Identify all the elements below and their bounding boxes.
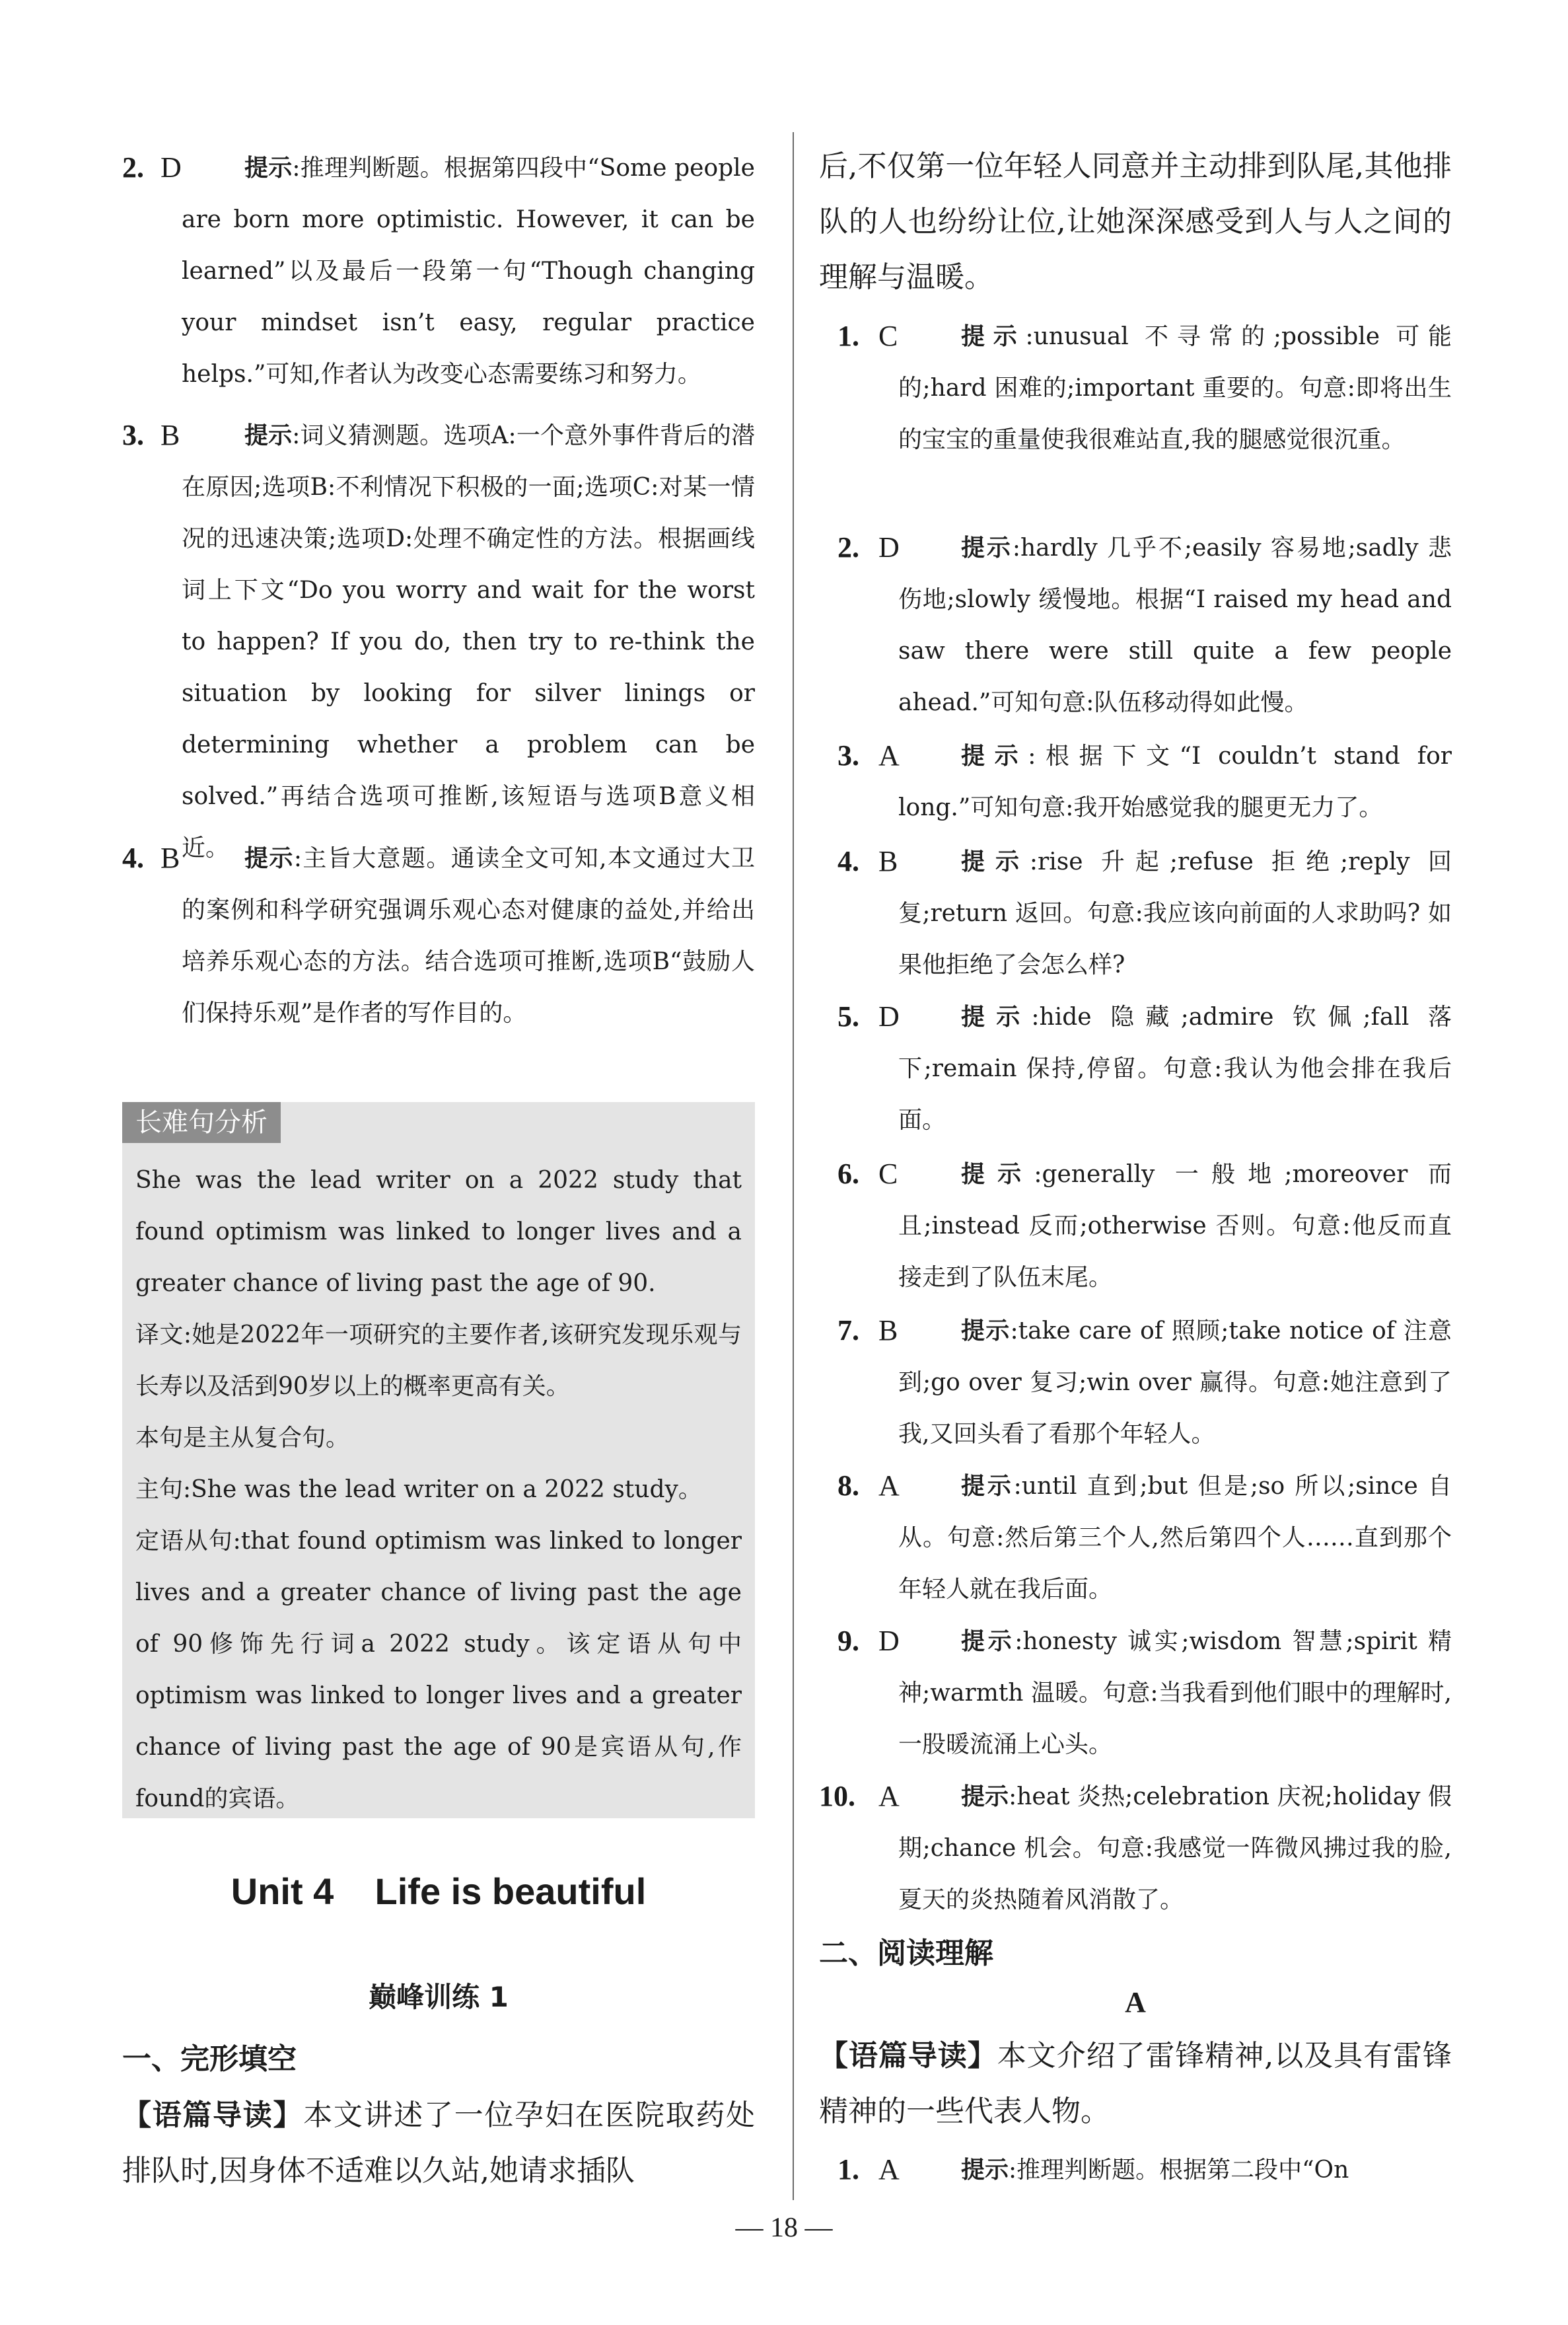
analysis-note: 本句是主从复合句。 bbox=[135, 1424, 350, 1452]
item-text: :until 直到;but 但是;so 所以;since 自从。句意:然后第三个人,然后第四个人……直到那个年轻人就在我后面。 bbox=[898, 1473, 1452, 1603]
hint-label: 提示 bbox=[961, 1003, 1032, 1031]
item-explanation bbox=[898, 836, 1452, 991]
exercise-subtitle: 巅峰训练 1 bbox=[369, 1981, 509, 2013]
item-number: 9. bbox=[837, 1625, 859, 1657]
item-number: 6. bbox=[837, 1158, 859, 1190]
guide-label: 【语篇导读】 bbox=[122, 2098, 304, 2132]
hint-label: 提示 bbox=[961, 848, 1030, 875]
item-answer: A bbox=[878, 739, 900, 772]
item-explanation bbox=[898, 1615, 1452, 1771]
item-number: 10. bbox=[819, 1780, 855, 1812]
item-number: 4. bbox=[837, 845, 859, 877]
answer-item-4 bbox=[122, 832, 755, 1039]
item-text: :根据下文“I couldn’t stand for long.”可知句意:我开始感觉我的腿更无力了。 bbox=[898, 743, 1452, 821]
answer-item-4 bbox=[819, 836, 1452, 991]
hint-label: 提示 bbox=[244, 422, 293, 449]
hint-label: 提示 bbox=[961, 2156, 1009, 2184]
item-explanation bbox=[182, 410, 755, 874]
hint-label: 提示 bbox=[961, 742, 1028, 770]
item-number: 1. bbox=[837, 320, 859, 352]
item-answer: C bbox=[878, 1158, 898, 1190]
item-text: :词义猜测题。选项A:一个意外事件背后的潜在原因;选项B:不利情况下积极的一面;选项C:对某一情况的迅速决策;选项D:处理不确定性的方法。根据画线词上下文“Do you worry and wait for the worst to happen? If you do, then try to re-think the situation by looking for silver linings or determining whether a problem can be solved.”再结合选项可推断,该短语与选项B意义相近。 bbox=[182, 422, 755, 862]
guide-text: 本文讲述了一位孕妇在医院取药处排队时,因身体不适难以久站,她请求插队 bbox=[122, 2098, 756, 2188]
item-text: :honesty 诚实;wisdom 智慧;spirit 精神;warmth 温暖。句意:当我看到他们眼中的理解时,一股暖流涌上心头。 bbox=[898, 1628, 1452, 1758]
item-answer: D bbox=[160, 151, 182, 184]
answer-item-3 bbox=[122, 410, 755, 874]
item-explanation bbox=[898, 2144, 1452, 2196]
hint-label: 提示 bbox=[244, 154, 293, 182]
hint-label: 提示 bbox=[961, 1160, 1034, 1188]
item-number: 3. bbox=[122, 419, 144, 451]
item-text: :推理判断题。根据第二段中“On bbox=[1009, 2157, 1349, 2184]
analysis-body bbox=[135, 1155, 742, 1825]
item-text: :rise 升起;refuse 拒绝;reply 回复;return 返回。句意:我应该向前面的人求助吗? 如果他拒绝了会怎么样? bbox=[898, 848, 1452, 978]
column-divider bbox=[793, 132, 794, 2200]
item-answer: A bbox=[878, 1780, 900, 1812]
item-text: :heat 炎热;celebration 庆祝;holiday 假期;chance 机会。句意:我感觉一阵微风拂过我的脸,夏天的炎热随着风消散了。 bbox=[898, 1783, 1452, 1913]
item-explanation bbox=[182, 832, 755, 1039]
item-explanation bbox=[898, 991, 1452, 1146]
passage-letter: A bbox=[1125, 1986, 1146, 2018]
item-number: 1. bbox=[837, 2153, 859, 2186]
hint-label: 提示 bbox=[244, 844, 294, 872]
reading-answer-item-1 bbox=[819, 2144, 1452, 2196]
section-cloze-title: 一、完形填空 bbox=[122, 2042, 297, 2076]
item-number: 3. bbox=[837, 739, 859, 772]
item-text: :hide 隐藏;admire 钦佩;fall 落下;remain 保持,停留。句意:我认为他会排在我后面。 bbox=[898, 1004, 1452, 1134]
item-explanation bbox=[898, 1771, 1452, 1926]
hint-label: 提示 bbox=[961, 534, 1013, 562]
analysis-translation: 译文:她是2022年一项研究的主要作者,该研究发现乐观与长寿以及活到90岁以上的概率更高有关。 bbox=[135, 1321, 742, 1400]
answer-item-2 bbox=[819, 522, 1452, 729]
item-explanation bbox=[898, 522, 1452, 729]
item-explanation bbox=[898, 311, 1452, 466]
analysis-sentence: She was the lead writer on a 2022 study that found optimism was linked to longer lives and a greater chance of living past the age of 90. bbox=[135, 1167, 742, 1297]
unit-title: Unit 4 Life is beautiful bbox=[231, 1870, 647, 1912]
answer-item-6 bbox=[819, 1148, 1452, 1304]
item-answer: A bbox=[878, 2153, 900, 2186]
hint-label: 提示 bbox=[961, 1783, 1009, 1810]
page-number: — 18 — bbox=[735, 2213, 833, 2243]
item-text: :推理判断题。根据第四段中“Some people are born more optimistic. However, it can be learned”以及最后一段第一句“Though changing your mindset isn’t easy, regular practice helps.”可知,作者认为改变心态需要练习和努力。 bbox=[182, 155, 755, 388]
item-number: 5. bbox=[837, 1000, 859, 1033]
item-text: :take care of 照顾;take notice of 注意到;go over 复习;win over 赢得。句意:她注意到了我,又回头看了看那个年轻人。 bbox=[898, 1317, 1452, 1448]
cloze-guide-continued: 后,不仅第一位年轻人同意并主动排到队尾,其他排队的人也纷纷让位,让她深深感受到人与人之间的理解与温暖。 bbox=[819, 149, 1452, 294]
item-answer: D bbox=[878, 531, 900, 564]
item-explanation bbox=[898, 730, 1452, 834]
cloze-guide bbox=[122, 2088, 755, 2199]
item-answer: B bbox=[878, 1314, 898, 1347]
item-answer: C bbox=[878, 320, 898, 352]
sentence-analysis-box bbox=[122, 1102, 755, 1818]
section-reading-title: 二、阅读理解 bbox=[819, 1937, 993, 1970]
item-text: :unusual 不寻常的;possible 可能的;hard 困难的;important 重要的。句意:即将出生的宝宝的重量使我很难站直,我的腿感觉很沉重。 bbox=[898, 323, 1452, 453]
item-explanation bbox=[898, 1305, 1452, 1460]
hint-label: 提示 bbox=[961, 322, 1026, 350]
item-text: :generally 一般地;moreover 而且;instead 反而;otherwise 否则。句意:他反而直接走到了队伍末尾。 bbox=[898, 1161, 1452, 1291]
item-explanation bbox=[898, 1460, 1452, 1615]
item-answer: A bbox=[878, 1469, 900, 1502]
item-text: :hardly 几乎不;easily 容易地;sadly 悲伤地;slowly 缓慢地。根据“I raised my head and saw there were still quite a few people ahead.”可知句意:队伍移动得如此慢。 bbox=[898, 535, 1452, 716]
item-number: 8. bbox=[837, 1469, 859, 1502]
guide-text: 本文介绍了雷锋精神,以及具有雷锋精神的一些代表人物。 bbox=[819, 2039, 1452, 2128]
answer-item-9 bbox=[819, 1615, 1452, 1771]
answer-item-5 bbox=[819, 991, 1452, 1146]
item-number: 7. bbox=[837, 1314, 859, 1347]
item-answer: D bbox=[878, 1625, 900, 1657]
item-answer: B bbox=[160, 419, 180, 451]
item-answer: B bbox=[160, 842, 180, 874]
answer-item-2 bbox=[122, 142, 755, 400]
answer-item-7 bbox=[819, 1305, 1452, 1460]
answer-item-10 bbox=[819, 1771, 1452, 1926]
item-explanation bbox=[898, 1148, 1452, 1304]
hint-label: 提示 bbox=[961, 1317, 1011, 1345]
answer-item-3 bbox=[819, 730, 1452, 834]
analysis-main-clause: 主句:She was the lead writer on a 2022 study。 bbox=[135, 1476, 702, 1503]
item-answer: D bbox=[878, 1000, 900, 1033]
hint-label: 提示 bbox=[961, 1472, 1014, 1500]
item-text: :主旨大意题。通读全文可知,本文通过大卫的案例和科学研究强调乐观心态对健康的益处,并给出培养乐观心态的方法。结合选项可推断,选项B“鼓励人们保持乐观”是作者的写作目的。 bbox=[182, 845, 755, 1027]
answer-item-8 bbox=[819, 1460, 1452, 1615]
guide-label: 【语篇导读】 bbox=[819, 2039, 997, 2073]
item-number: 4. bbox=[122, 842, 144, 874]
hint-label: 提示 bbox=[961, 1627, 1015, 1655]
analysis-title: 长难句分析 bbox=[122, 1102, 281, 1143]
item-number: 2. bbox=[837, 531, 859, 564]
reading-guide bbox=[819, 2028, 1452, 2139]
answer-item-1 bbox=[819, 311, 1452, 466]
item-answer: B bbox=[878, 845, 898, 877]
item-explanation bbox=[182, 142, 755, 400]
item-number: 2. bbox=[122, 151, 144, 184]
analysis-attributive-clause: 定语从句:that found optimism was linked to longer lives and a greater chance of living past the age of 90修饰先行词a 2022 study。该定语从句中optimism was linked to longer lives and a greater chance of living past the age of 90是宾语从句,作found的宾语。 bbox=[135, 1528, 742, 1812]
